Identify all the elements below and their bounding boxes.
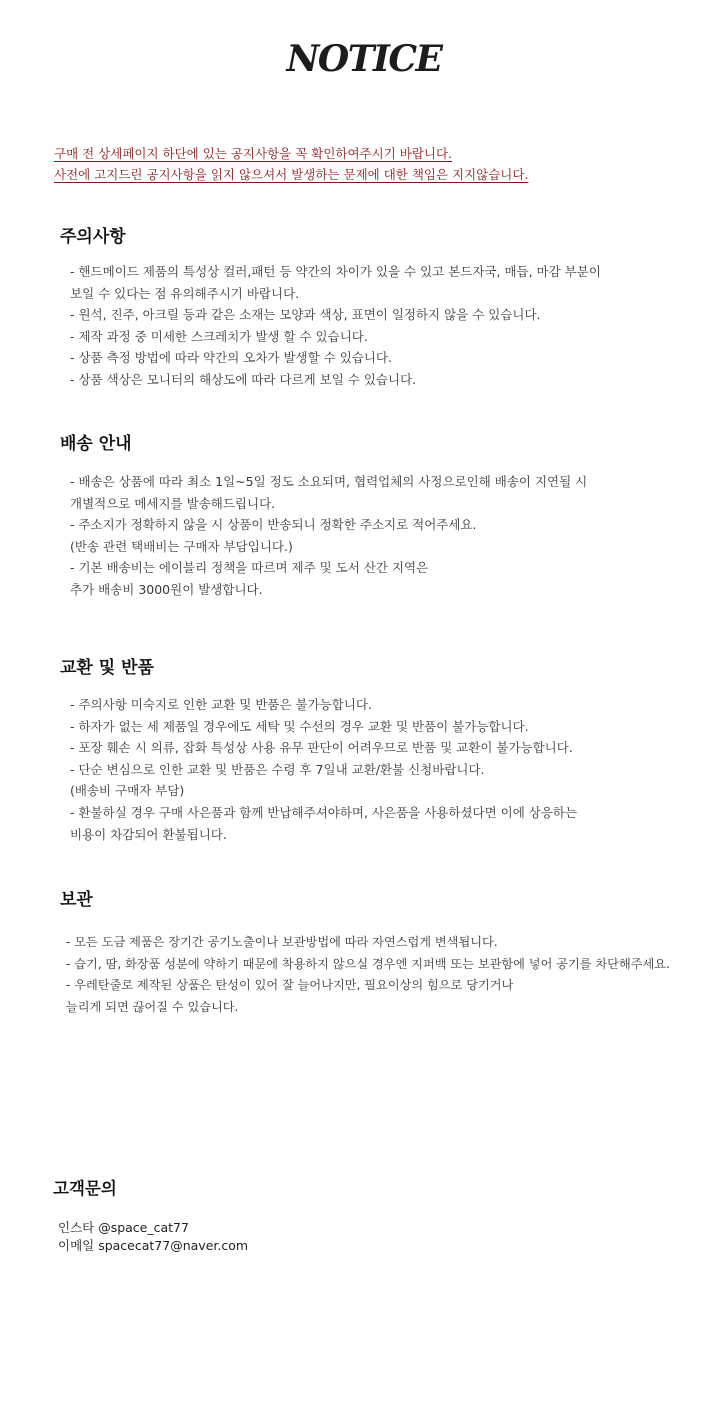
section-body — [66, 932, 716, 1018]
section-body — [70, 261, 715, 391]
notice-line: 개별적으로 메세지를 발송해드립니다. — [70, 495, 276, 511]
section-heading: 주의사항 — [60, 227, 126, 247]
purchase-warning — [54, 143, 714, 185]
notice-line: - 포장 훼손 시 의류, 잡화 특성상 사용 유무 판단이 어려우므로 반품 및 교환이 불가능합니다. — [70, 740, 573, 756]
notice-line: - 원석, 진주, 아크릴 등과 같은 소재는 모양과 색상, 표면이 일정하지 않을 수 있습니다. — [70, 307, 541, 323]
notice-line: - 습기, 땀, 화장품 성분에 약하기 때문에 착용하지 않으실 경우엔 지퍼백 또는 보관함에 넣어 공기를 차단해주세요. — [66, 956, 670, 971]
section-body — [70, 694, 715, 845]
instagram-handle: 인스타 @space_cat77 — [58, 1220, 189, 1235]
notice-line: - 상품 색상은 모니터의 해상도에 따라 다르게 보일 수 있습니다. — [70, 371, 417, 387]
notice-line: - 모든 도금 제품은 장기간 공기노출이나 보관방법에 따라 자연스럽게 변색됩니다. — [66, 935, 498, 949]
notice-line: - 환불하실 경우 구매 사은품과 함께 반납해주셔야하며, 사은품을 사용하셨다면 이에 상응하는 — [70, 804, 578, 820]
notice-line: - 주소지가 정확하지 않을 시 상품이 반송되니 정확한 주소지로 적어주세요. — [70, 517, 477, 533]
notice-line: (반송 관련 택배비는 구매자 부담입니다.) — [70, 538, 293, 554]
notice-line: - 제작 과정 중 미세한 스크레치가 발생 할 수 있습니다. — [70, 328, 368, 344]
notice-line: 비용이 차감되어 환불됩니다. — [70, 826, 227, 842]
section-body — [70, 471, 715, 601]
section-heading: 보관 — [60, 890, 93, 910]
notice-line: 추가 배송비 3000원이 발생합니다. — [70, 581, 263, 597]
warning-line: 구매 전 상세페이지 하단에 있는 공지사항을 꼭 확인하여주시기 바랍니다. — [54, 146, 453, 161]
notice-line: 늘리게 되면 끊어질 수 있습니다. — [66, 999, 239, 1014]
section-heading: 배송 안내 — [60, 434, 132, 454]
contact-email: 이메일 spacecat77@naver.com — [58, 1238, 249, 1253]
section-heading: 교환 및 반품 — [60, 658, 154, 678]
notice-line: - 배송은 상품에 따라 최소 1일~5일 정도 소요되며, 협력업체의 사정으로인해 배송이 지연될 시 — [70, 474, 588, 489]
notice-line: - 주의사항 미숙지로 인한 교환 및 반품은 불가능합니다. — [70, 697, 372, 712]
contact-heading: 고객문의 — [53, 1179, 117, 1198]
contact-info — [58, 1219, 248, 1255]
notice-line: (배송비 구매자 부담) — [70, 783, 185, 799]
notice-line: - 상품 측정 방법에 따라 약간의 오차가 발생할 수 있습니다. — [70, 350, 392, 366]
notice-line: - 단순 변심으로 인한 교환 및 반품은 수령 후 7일내 교환/환불 신청바랍니다. — [70, 761, 485, 777]
page-title: NOTICE — [286, 38, 442, 80]
notice-line: - 기본 배송비는 에이블리 정책을 따르며 제주 및 도서 산간 지역은 — [70, 560, 429, 576]
notice-line: 보일 수 있다는 점 유의해주시기 바랍니다. — [70, 285, 300, 301]
notice-line: - 핸드메이드 제품의 특성상 컬러,패턴 등 약간의 차이가 있을 수 있고 본드자국, 매듭, 마감 부분이 — [70, 264, 601, 279]
notice-line: - 하자가 없는 세 제품일 경우에도 세탁 및 수선의 경우 교환 및 반품이 불가능합니다. — [70, 718, 529, 734]
warning-line: 사전에 고지드린 공지사항을 읽지 않으셔서 발생하는 문제에 대한 책임은 지지않습니다. — [54, 167, 529, 182]
notice-line: - 우레탄줄로 제작된 상품은 탄성이 있어 잘 늘어나지만, 필요이상의 힘으로 당기거나 — [66, 978, 514, 993]
